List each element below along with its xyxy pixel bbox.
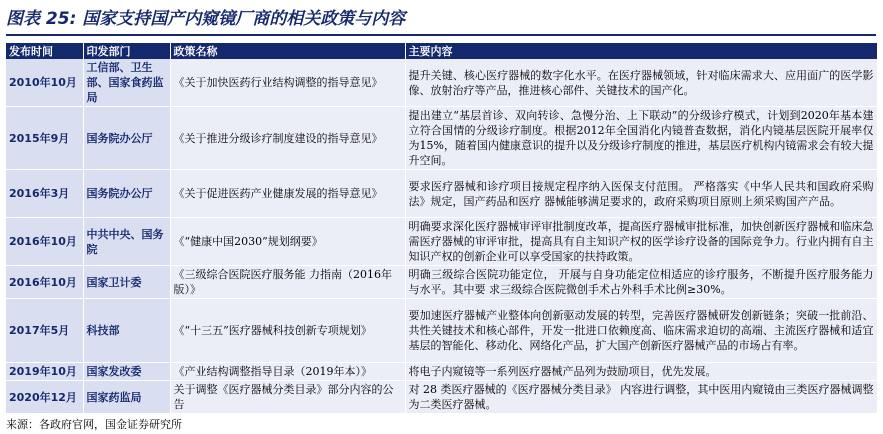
table-row [6, 266, 877, 299]
row-date: 2019年10月 [6, 363, 83, 381]
row-content: 明确三级综合医院功能定位， 开展与自身功能定位相适应的诊疗服务，不断提升医疗服务能力与水平。其中要 求三级综合医院微创手术占外科手术比例≥30%。 [405, 266, 877, 299]
row-date: 2010年10月 [6, 59, 83, 107]
row-policy: 关于调整《医疗器械分类目录》部分内容的公告 [170, 381, 405, 414]
table-row [6, 59, 877, 107]
table-row [6, 299, 877, 363]
row-dept: 工信部、卫生部、国家食药监局 [83, 59, 170, 107]
table-header-row [6, 43, 877, 59]
row-dept: 国家发改委 [83, 363, 170, 381]
header-policy: 政策名称 [170, 43, 405, 59]
row-content: 对 28 类医疗器械的《医疗器械分类目录》 内容进行调整，其中医用内窥镜由三类医疗器械调整为二类医疗器械。 [405, 381, 877, 414]
figure-title: 图表 25: 国家支持国产内窥镜厂商的相关政策与内容 [6, 4, 876, 36]
table-row [6, 218, 877, 266]
row-content: 明确要求深化医疗器械审评审批制度改革，提高医疗器械审批标准，加快创新医疗器械和临床急需医疗器械的审评审批，提高具有自主知识产权的医学诊疗设备的国际竞争力。行业内拥有自主知识产权的创新企业可以享受国家的扶持政策。 [405, 218, 877, 266]
row-date: 2017年5月 [6, 299, 83, 363]
table-row [6, 107, 877, 170]
row-policy: 《关于加快医药行业结构调整的指导意见》 [170, 59, 405, 107]
source-note: 来源：各政府官网，国金证券研究所 [6, 418, 182, 431]
row-policy: 《关于促进医药产业健康发展的指导意见》 [170, 170, 405, 218]
row-content: 要加速医疗器械产业整体向创新驱动发展的转型，完善医疗器械研发创新链条；突破一批前沿、共性关键技术和核心部件，开发一批进口依赖度高、临床需求迫切的高端、主流医疗器械和适宜基层的智能化、移动化、网络化产品，扩大国产创新医疗器械产品的市场占有率。 [405, 299, 877, 363]
row-policy: 《产业结构调整指导目录（2019年本）》 [170, 363, 405, 381]
row-date: 2016年10月 [6, 266, 83, 299]
row-date: 2016年10月 [6, 218, 83, 266]
row-date: 2020年12月 [6, 381, 83, 414]
row-policy: 《三级综合医院医疗服务能 力指南（2016年版）》 [170, 266, 405, 299]
row-content: 要求医疗器械和诊疗项目接规定程序纳入医保支付范围。 严格落实《中华人民共和国政府采购法》规定，国产药品和医疗 器械能够满足要求的，政府采购项目原则上须采购国产产品。 [405, 170, 877, 218]
row-policy: 《关于推进分级诊疗制度建设的指导意见》 [170, 107, 405, 170]
row-dept: 国务院办公厅 [83, 107, 170, 170]
table-row [6, 170, 877, 218]
table-row [6, 381, 877, 414]
row-dept: 国家药监局 [83, 381, 170, 414]
row-dept: 科技部 [83, 299, 170, 363]
row-dept: 中共中央、国务院 [83, 218, 170, 266]
row-policy: 《“十三五”医疗器械科技创新专项规划》 [170, 299, 405, 363]
policy-table [6, 43, 878, 414]
header-content: 主要内容 [405, 43, 877, 59]
header-dept: 印发部门 [83, 43, 170, 59]
header-date: 发布时间 [6, 43, 83, 59]
row-content: 提升关键、核心医疗器械的数字化水平。在医疗器械领域，针对临床需求大、应用面广的医学影像、放射治疗等产品，推进核心部件、关键技术的国产化。 [405, 59, 877, 107]
row-dept: 国家卫计委 [83, 266, 170, 299]
row-content: 提出建立“基层首诊、双向转诊、急慢分治、上下联动”的分级诊疗模式，计划到2020年基本建立符合国情的分级诊疗制度。根据2012年全国消化内镜普查数据，消化内镜基层医院开展率仅为15%，随着国内健康意识的提升以及分级诊疗制度的推进，基层医疗机构内镜需求会有较大提升空间。 [405, 107, 877, 170]
table-row [6, 363, 877, 381]
row-dept: 国务院办公厅 [83, 170, 170, 218]
row-date: 2015年9月 [6, 107, 83, 170]
row-policy: 《“健康中国2030”规划纲要》 [170, 218, 405, 266]
row-content: 将电子内窥镜等一系列医疗器械产品列为鼓励项目，优先发展。 [405, 363, 877, 381]
row-date: 2016年3月 [6, 170, 83, 218]
